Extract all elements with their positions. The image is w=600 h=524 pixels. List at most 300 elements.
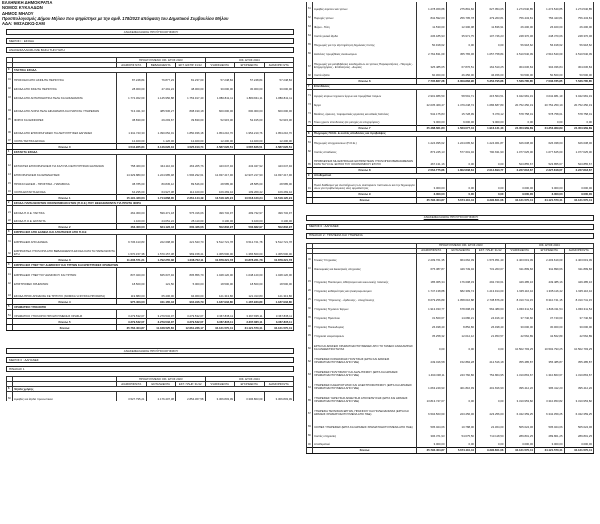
row-label: ΛΟΙΠΑ ΕΚΤΑΚΤΑ ΕΣΟΔΑ <box>13 186 117 195</box>
row-value: 0,00 <box>446 154 476 167</box>
row-value: 499.732,97 <box>264 206 294 215</box>
column-header: ΨΗΦΙΣΘΕΝΤΑ <box>205 382 235 387</box>
row-value: 2.762.831,09 <box>417 47 447 56</box>
table-row: 30 Υπηρεσίες Τεχνικών Έργων 1.913.033,77 678.608,33 562.489,60 1.846.311,54 1.846.311,54 1.846.311,54 <box>307 302 594 311</box>
table-row: 65 Πληρωμές για την εξυπηρέτηση δημόσιας πίστης 50.918,62 0,00 0,00 56.918,62 56.918,62 56.918,62 <box>307 38 594 47</box>
row-value: 1.596.292,61 <box>176 168 206 177</box>
column-header: ΔΙΑΜΟΡΦ Ν/ΤΑ <box>264 63 294 68</box>
row-value: 578.758,01 <box>564 107 594 116</box>
sum-row: Σύνολο 1 15.191.420,63 1.714.868,00 2.261.144,49 13.518.120,24 13.518.120,24 13.518.120,24 <box>7 195 294 201</box>
row-value: 2.403.619,09 <box>505 253 535 262</box>
row-label: Μελέτες, έρευνες, πειραματικές εργασίες και ειδικές δαπάνες <box>313 107 417 116</box>
table-row: 64 ΥΠΗΡΕΣΙΕΣ ΚΑΘΑΡΙΟΤΗΤΑΣ ΚΑΙ ΗΛΕΚΤΡΟΦΩΤΙΣΜΟΥ (ΕΡΓΑ ΚΑΙ ΔΡΑΣΕΙΣ ΧΡΗΜΑΤΟΔΟΤΟΥΜΕΝΑ ΑΠΟ ΠΔΕ) 1.663.249,93 401.816,99 401.816,99 395.412,20 395.412,20 395.412,20 <box>307 377 594 390</box>
row-label: Οικονομικές και Διοικητικές υπηρεσίες <box>313 262 417 271</box>
row-label: ΠΡΟΣΟΔΟΙ ΑΠΟ ΑΚΙΝΗΤΗ ΠΕΡΙΟΥΣΙΑ <box>13 73 117 82</box>
group-2023-header: ΠΡΟΗΓΟΥΜΕΝΟ ΟΙΚ. ΕΤΟΣ 2023 <box>417 243 506 248</box>
revenue-part: ΜΕΡΟΣ Ι : ΕΣΟΔΑ <box>6 38 294 44</box>
row-value: 9.000,00 <box>476 116 506 125</box>
row-value: 1.057.758,84 <box>476 47 506 56</box>
row-value: 911.899,66 <box>564 262 594 271</box>
row-value: 26.400,00 <box>564 20 594 29</box>
row-value: 30.000,00 <box>264 82 294 91</box>
row-value: 236.185,93 <box>417 29 447 38</box>
row-value: 6.342.359,25 <box>564 403 594 416</box>
row-value: 29.293,67 <box>146 113 176 122</box>
row-label: ΕΣΟΔΑ ΑΠΟ ΕΠΙΧΟΡΗΓΗΣΕΙΣ ΓΙΑ ΛΕΙΤΟΥΡΓΙΚΕΣ ΔΑΠΑΝΕΣ <box>13 122 117 135</box>
row-value: 0,00 <box>446 178 476 191</box>
row-label: ΦΟΡΟΙ ΚΑΙ ΕΙΣΦΟΡΕΣ <box>13 113 117 122</box>
row-value: 395.412,20 <box>505 377 535 390</box>
row-value: 1.747.138,88 <box>417 284 447 293</box>
table-row: 85 ΠΡΟΒΛΕΨΕΙΣ ΜΗ ΕΙΣΠΡΑΞΗΣ ΕΙΣΠΡΑΚΤΕΩΝ ΥΠΟΛΟΙΠΩΝ ΒΕΒΑΙΩΜΕΝΩΝ ΚΑΤΑ ΤΑ Π.Ο.Ε. ΕΝΤΟΣ ΤΟΥ ΟΙΚΟΝΟΜΙΚΟΥ ΕΤΟΥΣ 467.131,16 0,00 0,00 523.855,67 523.855,67 523.855,67 <box>307 154 594 167</box>
row-label: Υπηρεσίες Πρασίνου <box>313 311 417 320</box>
row-value: 575.316,06 <box>176 206 206 215</box>
row-value: 31.500,67 <box>417 311 447 320</box>
row-value: 3.367.835,11 <box>264 310 294 319</box>
row-value: 2.510.540,09 <box>535 47 565 56</box>
row-value: 46.456,00 <box>476 69 506 78</box>
row-value: 1.274.540,85 <box>505 2 535 11</box>
row-value: 275.891,60 <box>446 2 476 11</box>
row-value: 395.412,20 <box>564 377 594 390</box>
column-header: ΕΓΚΡΙΘΕΝΤΑ <box>235 382 265 387</box>
row-value: 12.400,00 <box>117 135 147 144</box>
row-value: 449.485,16 <box>564 271 594 284</box>
group-2024-header: ΟΙΚ. ΕΤΟΣ 2024 <box>505 243 594 248</box>
row-value: 1.100,00 <box>117 215 147 224</box>
row-value: 12.400,00 <box>235 135 265 144</box>
row-label: ΕΠΙΧΟΡΗΓΗΣΕΙΣ ΚΑΙ ΕΠΕΝΔΥΣΕΙΣ <box>13 168 117 177</box>
table-row: 41 ΕΙΣΠΡΑΞΕΙΣ ΥΠΕΡ ΤΟΥ ΔΗΜΟΣΙΟΥ ΚΑΙ ΤΡΙΤΩΝ 837.020,00 845.637,92 805.856,79 1.048.120,00 1.048.120,00 1.048.120,00 <box>7 268 294 277</box>
row-value: 30.000,00 <box>535 320 565 329</box>
row-value: 355.485,87 <box>564 351 594 364</box>
row-value: 56.918,62 <box>535 38 565 47</box>
row-value: 57.248,84 <box>264 73 294 82</box>
sum-row: Σύνολα 35.762.404,87 11.168.525,60 12.661.236,17 34.121.570,41 34.121.570,41 34.121.570,41 <box>7 325 294 331</box>
row-value: 449.485,16 <box>505 271 535 284</box>
row-value: 1.935.116,42 <box>564 284 594 293</box>
row-value: 1.077.625,00 <box>564 145 594 154</box>
row-value: 523.855,67 <box>535 154 565 167</box>
row-label: Υπηρεσίες Πολιτισμού, Αθλητισμού και κοινωνικής πολιτικής <box>313 271 417 284</box>
expenses-subtitle: ΠΙΝΑΚΑΣ 1 <box>6 366 294 372</box>
table-row: 05 ΦΟΡΟΙ ΚΑΙ ΕΙΣΦΟΡΕΣ 38.830,00 29.293,67 39.830,00 52.915,00 52.915,00 52.915,00 <box>7 113 294 122</box>
group-2023-header: ΠΡΟΗΓΟΥΜΕΝΟ ΟΙΚ. ΕΤΟΣ 2023 <box>117 58 206 63</box>
row-value: 1.077.625,00 <box>535 145 565 154</box>
row-label: Λοιπά έξοδα <box>313 69 417 78</box>
row-value: 1.310.863,67 <box>505 364 535 377</box>
row-value: 562.489,60 <box>476 302 506 311</box>
row-value: 56.918,62 <box>505 38 535 47</box>
row-value: 1.954.210,76 <box>264 122 294 135</box>
right-column <box>302 0 598 454</box>
section-row: 4 ΕΙΣΠΡΑΞΕΙΣ ΥΠΕΡ ΤΟΥ ΔΗΜΟΣΙΟΥ ΚΑΙ ΤΡΙΤΩΝ ΚΑΙ ΕΠΙΣΤΡΟΦΕΣ ΧΡΗΜΑΤΩΝ <box>7 263 294 268</box>
row-value: 30.000,00 <box>564 320 594 329</box>
row-value: 449.749,02 <box>446 262 476 271</box>
row-label: Λοιπές υπηρεσίες <box>313 429 417 438</box>
row-value: 600.000,00 <box>235 100 265 113</box>
row-value: 12.937.217,90 <box>235 168 265 177</box>
row-value: 842.592,00 <box>417 11 447 20</box>
row-value: 3.042.981,19 <box>535 89 565 98</box>
row-value: 109.269,42 <box>205 186 235 195</box>
row-value: 1.570.157,38 <box>117 244 147 257</box>
group-2023-header: ΠΡΟΗΓΟΥΜΕΝΟ ΟΙΚ. ΕΤΟΣ 2023 <box>117 377 206 382</box>
row-value: 0,00 <box>476 438 506 447</box>
row-value: 9.512.721,78 <box>205 235 235 244</box>
row-value: 713.118,50 <box>476 429 506 438</box>
row-value: 5.000,00 <box>176 277 206 286</box>
row-value: 119.883,00 <box>117 286 147 299</box>
row-value: 18.500,00 <box>264 277 294 286</box>
header-line-2: ΝΟΜΟΣ ΚΥΚΛΑΔΩΝ <box>2 5 43 11</box>
row-value: 3.000,00 <box>564 438 594 447</box>
row-value: 3.310.953,82 <box>505 390 535 403</box>
row-value: 542.175,83 <box>417 107 447 116</box>
column-header: ΔΙΑΜΟΡΦ/Ν/ΤΑ <box>564 248 594 253</box>
row-value: 578.758,01 <box>535 107 565 116</box>
row-value: 505.024,06 <box>535 416 565 429</box>
ada-code: ΑΔΑ: 9ΘΣΑΩΚΩ-ΣΑΜ <box>2 21 45 26</box>
row-value: 505.024,06 <box>564 416 594 429</box>
sum-row: Σύνολο 8 2.564.775,86 1.802.838,64 2.014.693,77 2.227.818,67 2.227.818,67 2.227.818,67 <box>307 167 594 173</box>
row-value: 626.038,00 <box>564 136 594 145</box>
section-row: 6 Έξοδα χρήσης <box>7 387 294 392</box>
row-value: 50.918,62 <box>417 38 447 47</box>
row-value: 109.269,42 <box>264 186 294 195</box>
row-label: ΥΠΗΡΕΣΙΑ ΤΕΧΝΙΚΩΝ ΕΡΓΩΝ, ΠΡΑΣΙΝΟΥ ΚΑΙ ΠΟΛΕΟΔΟΜΙΑΣ (ΕΡΓΑ ΚΑΙ ΔΡΑΣΕΙΣ ΧΡΗΜΑΤΟΔΟΤΟΥΜΕΝΑ ΑΠΟ ΠΔΕ) <box>313 403 417 416</box>
row-label: Πληρωμές για την εξυπηρέτηση δημόσιας πίστης <box>313 38 417 47</box>
row-value: 1.224.061,87 <box>476 136 506 145</box>
row-label: ΥΠΗΡΕΣΙΕΣ ΚΟΙΝΩΝΙΚΗΣ ΠΟΛΙΤΙΚΗΣ (ΕΡΓΑ ΚΑΙ ΔΡΑΣΕΙΣ ΧΡΗΜΑΤΟΔΟΤΟΥΜΕΝΑ ΑΠΟ ΠΔΕ) <box>313 351 417 364</box>
row-value: 304.036,84 <box>564 56 594 69</box>
row-value: 443.047,92 <box>205 155 235 168</box>
row-value: 2.510.540,09 <box>564 47 594 56</box>
row-label: Τόκοι χρεών επενδύσεις (σε μετοχές σε επιχειρήσεις) <box>313 116 417 125</box>
row-value: 845.637,92 <box>146 268 176 277</box>
row-value: 0,00 <box>446 390 476 403</box>
row-value: 304.036,84 <box>505 56 535 69</box>
row-value: 8.679.256,89 <box>417 293 447 302</box>
row-value: 18.500,00 <box>117 277 147 286</box>
row-value: 3.367.835,11 <box>235 310 265 319</box>
expenses-table-2 <box>306 243 594 454</box>
row-value: 52.915,00 <box>264 113 294 122</box>
row-label: ΕΡΓΑ ΚΑΙ ΔΡΑΣΕΙΣ ΧΡΗΜΑΤΟΔΟΤΟΥΜΕΝΕΣ ΑΠΟ ΤΟ ΤΑΜΕΙΟ ΑΝΑΚΑΜΨΗΣ ΚΑΙ ΑΝΘΕΚΤΙΚΟΤΗΤΑΣ <box>313 338 417 351</box>
row-value: 1.048.120,00 <box>235 268 265 277</box>
row-label: ΕΣΟΔΑ ΑΠΟ ΚΙΝΗΤΗ ΠΕΡΙΟΥΣΙΑ <box>13 82 117 91</box>
row-value: 30.000,00 <box>205 82 235 91</box>
row-value: 12.300,08 <box>446 20 476 29</box>
table-row: 60 Αμοιβές και έξοδα προσωπικού 3.527.795,21 2.176.407,38 2.854.367,58 3.306.803,09 3.306.803,09 3.306.803,09 <box>7 392 294 401</box>
row-value: 443.047,92 <box>235 155 265 168</box>
section-row: 0 ΤΑΚΤΙΚΑ ΕΣΟΔΑ <box>7 68 294 73</box>
row-value: 499.732,97 <box>205 206 235 215</box>
row-value: 9.512.721,78 <box>264 235 294 244</box>
table-row: 22 ΕΣΟΔΑ Π.Ο.Ε. ΕΚΤΑΚΤΑ 1.100,00 24.651,24 25.110,00 3.100,00 3.100,00 3.100,00 <box>7 215 294 224</box>
table-row: 81 Πληρωμές υποχρεώσεων (Π.Ο.Ε.) 1.224.095,62 1.224.095,62 1.224.061,87 626.038,00 626.038,00 626.038,00 <box>307 136 594 145</box>
row-value: 3.000,00 <box>505 178 535 191</box>
row-label: ΠΡΟΣΑΥΞΗΣΕΙΣ - ΠΡΟΣΤΙΜΑ - ΠΑΡΑΒΟΛΑ <box>13 177 117 186</box>
expenses-box-title: ΑΝΑΚΕΦΑΛΑΙΩΣΗ ΠΡΟΫΠΟΛΟΓΙΣΜΟΥ <box>6 348 294 354</box>
sum-row: Σύνολο 3 11.306.571,21 1.792.255,38 1.008.702,11 10.878.221,78 10.878.221,78 10.878.221,78 <box>7 257 294 263</box>
row-value: 9.000,00 <box>417 116 447 125</box>
row-value: 0,00 <box>446 338 476 351</box>
row-value: 50.500,00 <box>535 69 565 78</box>
table-row: 00 Γενικές Υπηρεσίες 2.209.761,35 964.062,09 1.576.951,40 2.403.619,09 2.403.619,09 2.403.619,09 <box>307 253 594 262</box>
row-label: Ποσά διαθέσιμα για αναπλήρωση των ανεπαρκών πιστώσεων και την δημιουργία νέων για προβλεπόμενες νέες αρμοδιότητες <box>313 178 417 191</box>
row-value: 42.562,89 <box>564 329 594 338</box>
row-label: ΧΡΗΜΑΤΙΚΟ ΥΠΟΛΟΙΠΟ ΠΡΟΗΓΟΥΜΕΝΗΣ ΧΡΗΣΗΣ <box>13 310 117 319</box>
row-label: Υπηρεσίες Πολεοδομίας <box>313 320 417 329</box>
row-value: 1.224.985,48 <box>146 168 176 177</box>
row-value: 344.110,02 <box>146 155 176 168</box>
table-row: 45 Υπηρεσία νεκροταφείων 35.258,32 12.012,12 21.953,57 42.562,89 42.562,89 42.562,89 <box>307 329 594 338</box>
document-title: Προϋπολογισμός Δήμου Μήλου που ψηφίστηκε με την αριθ. 178/2023 απόφαση του Δημοτικού Συμβουλίου Μήλου <box>2 15 229 21</box>
table-row: 63 ΥΠΗΡΕΣΙΕΣ ΠΟΛΙΤΙΣΜΟΥ ΚΑΙ ΑΘΛΗΤΙΣΜΟΥ (ΕΡΓΑ ΚΑΙ ΔΡΑΣΕΙΣ ΧΡΗΜΑΤΟΔΟΤΟΥΜΕΝΑ ΑΠΟ ΠΔΕ) 1.490.338,11 243.760,80 752.864,95 1.310.863,67 1.310.863,67 1.310.863,67 <box>307 364 594 377</box>
row-value: 675.387,87 <box>417 262 447 271</box>
row-value: 8.310.741,15 <box>564 293 594 302</box>
row-value: 12.937.217,90 <box>205 168 235 177</box>
row-value: 52.915,00 <box>205 113 235 122</box>
row-label: ΥΠΗΡΕΣΙΕΣ ΥΔΡΕΥΣΗΣ ΑΡΔΕΥΣΗΣ ΑΠΟΧΕΤΕΥΣΗΣ (ΕΡΓΑ ΚΑΙ ΔΡΑΣΕΙΣ ΧΡΗΜΑΤΟΔΟΤΟΥΜΕΝΑ ΑΠΟ ΠΔΕ) <box>313 390 417 403</box>
row-value: 1.913.033,77 <box>417 302 447 311</box>
row-value: 22.035.469,47 <box>417 98 447 107</box>
column-header: ΕΚΤ. ΠΛΗΡ. 31/12 <box>476 248 506 253</box>
row-value: 3.100,00 <box>264 215 294 224</box>
row-value: 0,00 <box>564 116 594 125</box>
row-value: 3.000,00 <box>417 178 447 191</box>
row-value: 24.651,24 <box>146 215 176 224</box>
row-value: 758.460,00 <box>117 155 147 168</box>
document-header <box>2 0 298 26</box>
row-value: 37.740,60 <box>505 311 535 320</box>
row-value: 42.562,89 <box>505 329 535 338</box>
row-label: Αμοιβές αιρετών και τρίτων <box>313 2 417 11</box>
table-row: 43 ΕΣΟΔΑ ΠΡΟΣ ΑΠΟΔΟΣΗ ΣΕ ΤΡΙΤΟΥΣ (ΝΟΜΙΚΑ Ή ΦΥΣΙΚΑ ΠΡΟΣΩΠΑ) 119.883,00 65.406,00 94.060,00 121.313,80 121.313,80 121.313,80 <box>7 286 294 299</box>
table-row: 71 Αγορές κτιρίων τεχνικών έργων και προμήθεια παγίων 2.901.986,50 58.591,71 215.564,51 3.042.981,19 3.042.981,19 3.042.981,19 <box>307 89 594 98</box>
table-row: 35 Υπηρεσίες Πρασίνου 31.500,67 14.080,21 24.916,13 37.740,60 37.740,60 37.740,60 <box>307 311 594 320</box>
row-label: Υπηρεσίες Ύδρευσης - άρδευσης - αποχέτευσης <box>313 293 417 302</box>
row-value: 0,00 <box>476 390 506 403</box>
table-row: 75 Τόκοι χρεών επενδύσεις (σε μετοχές σε επιχειρήσεις) 9.000,00 9.000,00 9.000,00 0,00 0,00 0,00 <box>307 116 594 125</box>
column-header: ΔΙΑΜΟΡΦ/Ν/ΤΑ <box>117 382 147 387</box>
row-value: 8.852,80 <box>446 320 476 329</box>
row-value: 731.263,07 <box>476 262 506 271</box>
section-row: 5 ΧΡΗΜΑΤΙΚΟ ΥΠΟΛΟΙΠΟ <box>7 305 294 310</box>
row-value: 325.485,05 <box>417 56 447 69</box>
row-value: 60.300,00 <box>417 69 447 78</box>
revenue-table <box>6 57 294 331</box>
row-value: 808.190,18 <box>176 100 206 113</box>
row-value: 1.686.687,80 <box>476 98 506 107</box>
sum-row: Σύνολο 4 975.403,00 911.165,42 904.916,79 1.187.933,80 1.187.933,80 1.187.933,80 <box>7 299 294 305</box>
row-value: 14.080,21 <box>446 311 476 320</box>
row-value: 2.403.619,09 <box>564 253 594 262</box>
row-value: 682.309,74 <box>446 284 476 293</box>
row-value: 0,00 <box>476 178 506 191</box>
row-label: ΥΠΗΡΕΣΙΕΣ ΠΟΛΙΤΙΣΜΟΥ ΚΑΙ ΑΘΛΗΤΙΣΜΟΥ (ΕΡΓΑ ΚΑΙ ΔΡΑΣΕΙΣ ΧΡΗΜΑΤΟΔΟΤΟΥΜΕΝΑ ΑΠΟ ΠΔΕ) <box>313 364 417 377</box>
column-header: ΕΝΤΑΛΘΕΝΤΑ <box>446 248 476 253</box>
row-value: 499.732,97 <box>235 206 265 215</box>
revenue-box-title: ΑΝΑΚΕΦΑΛΑΙΩΣΗ ΠΡΟΫΠΟΛΟΓΙΣΜΟΥ <box>6 29 294 35</box>
row-value: 12.400,00 <box>205 135 235 144</box>
row-value: 9.736.413,83 <box>117 235 147 244</box>
row-value: 50.500,00 <box>505 69 535 78</box>
row-value: 462.300,00 <box>117 206 147 215</box>
row-value: 626.038,00 <box>505 136 535 145</box>
sum-row: Σύνολο 6 7.735.867,28 3.009.883,96 5.352.795,86 7.536.785,85 7.536.785,85 7.536.785,85 <box>307 78 594 84</box>
row-value: 26.400,00 <box>505 20 535 29</box>
row-value: 109.269,42 <box>235 186 265 195</box>
row-value: 30.000,00 <box>235 82 265 91</box>
row-value: 0,00 <box>446 438 476 447</box>
expenses-table-1-continued <box>306 2 594 204</box>
row-label: ΕΙΣΠΡΑΚΤΕΑ ΥΠΟΛΟΙΠΑ ΑΠΟ ΒΕΒΑΙΩΘΕΝΤΑ ΕΣΟΔΑ ΚΑΤΑ ΤΑ ΠΑΡΕΛΘΟΝΤΑ ΕΤΗ <box>13 244 117 257</box>
row-value: 1.213.914,00 <box>476 284 506 293</box>
row-value: 1.490.338,11 <box>417 364 447 377</box>
column-header: ΕΝΤΑΛΘΕΝΤΑ <box>146 382 176 387</box>
table-row: 10 Οικονομικές και Διοικητικές υπηρεσίες 675.387,87 449.749,02 731.263,07 911.899,66 911.899,66 911.899,66 <box>307 262 594 271</box>
row-label: Δαπάνες προμήθειας αναλωσίμων <box>313 47 417 56</box>
row-value: 1.850.936,18 <box>176 122 206 135</box>
table-row: 32 ΕΙΣΠΡΑΚΤΕΑ ΥΠΟΛΟΙΠΑ ΑΠΟ ΒΕΒΑΙΩΘΕΝΤΑ ΕΣΟΔΑ ΚΑΤΑ ΤΑ ΠΑΡΕΛΘΟΝΤΑ ΕΤΗ 1.570.157,38 1.570.157,38 969.158,41 1.365.500,00 1.365.500,00 1.365.500,00 <box>7 244 294 257</box>
row-value: 2.209.761,35 <box>417 253 447 262</box>
row-value: 25.110,00 <box>176 215 206 224</box>
row-value: 3.000,00 <box>535 178 565 191</box>
table-row: 73 Έργα 22.035.469,47 1.479.248,74 1.686.687,80 20.752.250,19 20.752.250,19 20.752.250,19 <box>307 98 594 107</box>
row-value: 52.915,00 <box>235 113 265 122</box>
row-value: 223.256,00 <box>476 403 506 416</box>
table-row: 25 Υπηρεσίες Ύδρευσης - άρδευσης - αποχέτευσης 8.679.256,89 1.058.016,88 2.738.876,29 8.310.741,15 8.310.741,15 8.310.741,15 <box>307 293 594 302</box>
row-value: 2.403.619,09 <box>535 253 565 262</box>
row-value: 289.801,25 <box>564 429 594 438</box>
row-value: 1.954.210,76 <box>235 122 265 135</box>
table-row: 69 ΛΟΙΠΕΣ ΥΠΗΡΕΣΙΕΣ (ΕΡΓΑ ΚΑΙ ΔΡΑΣΕΙΣ ΧΡΗΜΑΤΟΔΟΤΟΥΜΕΝΑ ΑΠΟ ΠΔΕ) 505.024,06 10.788,00 22.364,00 505.024,06 505.024,06 505.024,06 <box>307 416 594 429</box>
row-value: 162.510,25 <box>476 56 506 69</box>
sum-row: Σύνολο 9 3.000,00 0,00 0,00 3.000,00 3.000,00 3.000,00 <box>307 191 594 197</box>
row-value: 463.205,76 <box>176 155 206 168</box>
row-label: ΛΟΙΠΕΣ ΥΠΗΡΕΣΙΕΣ (ΕΡΓΑ ΚΑΙ ΔΡΑΣΕΙΣ ΧΡΗΜΑΤΟΔΟΤΟΥΜΕΝΑ ΑΠΟ ΠΔΕ) <box>313 416 417 429</box>
row-value: 56.918,62 <box>564 38 594 47</box>
expenses-2-box-title: ΑΝΑΚΕΦΑΛΑΙΩΣΗ ΠΡΟΫΠΟΛΟΓΙΣΜΟΥ <box>306 215 594 221</box>
row-label: Παροχές τρίτων <box>313 11 417 20</box>
section-row: 7 Επενδύσεις <box>307 84 594 89</box>
row-value: 2.901.986,50 <box>417 89 447 98</box>
row-value: 243.760,80 <box>446 364 476 377</box>
row-value: 21.953,57 <box>476 329 506 338</box>
row-value: 0,00 <box>417 338 447 351</box>
header-line-1: ΕΛΛΗΝΙΚΗ ΔΗΜΟΚΡΑΤΙΑ <box>2 0 53 5</box>
row-value: 26.400,00 <box>535 20 565 29</box>
row-value: 3.367.835,11 <box>205 310 235 319</box>
row-value: 20.752.250,19 <box>505 98 535 107</box>
row-value: 3.000,00 <box>505 438 535 447</box>
row-value: 9.512.721,78 <box>235 235 265 244</box>
row-value: 292.740,61 <box>476 271 506 284</box>
row-label: ΕΚΤΑΚΤΕΣ ΕΠΙΧΟΡΗΓΗΣΕΙΣ ΓΙΑ ΚΑΛΥΨΗ ΛΕΙΤΟΥΡΓΙΚΩΝ ΔΑΠΑΝΩΝ <box>13 155 117 168</box>
row-value: 1.390.052,01 <box>146 122 176 135</box>
left-column <box>2 0 298 401</box>
column-header: ΕΓΚΡΙΘΕΝΤΑ <box>535 248 565 253</box>
row-label: ΕΣΟΔΑ Π.Ο.Ε. ΤΑΚΤΙΚΑ <box>13 206 117 215</box>
row-value: 10.502.793,25 <box>535 338 565 351</box>
row-value: 1.880.841,11 <box>264 91 294 100</box>
row-value: 1.365.500,00 <box>205 244 235 257</box>
table-row: 15 Υπηρεσίες Πολιτισμού, Αθλητισμού και κοινωνικής πολιτικής 185.065,34 176.008,33 292.740,61 449.485,16 449.485,16 449.485,16 <box>307 271 594 284</box>
table-row: 91 Ποσά διαθέσιμα για αναπλήρωση των ανεπαρκών πιστώσεων και την δημιουργία νέων για προβλεπόμενες νέες αρμοδιότητες 3.000,00 0,00 0,00 3.000,00 3.000,00 3.000,00 <box>307 178 594 191</box>
column-header: ΒΕΒΑΙΩΘΕΝΤΑ <box>146 63 176 68</box>
row-value: 1.048.120,00 <box>205 268 235 277</box>
row-value: 523.855,67 <box>564 154 594 167</box>
table-row: 67 ΥΠΗΡΕΣΙΑ ΤΕΧΝΙΚΩΝ ΕΡΓΩΝ, ΠΡΑΣΙΝΟΥ ΚΑΙ ΠΟΛΕΟΔΟΜΙΑΣ (ΕΡΓΑ ΚΑΙ ΔΡΑΣΕΙΣ ΧΡΗΜΑΤΟΔΟΤΟΥΜΕΝΑ ΑΠΟ ΠΔΕ) 6.504.563,60 223.256,00 223.256,00 6.342.359,25 6.342.359,25 6.342.359,25 <box>307 403 594 416</box>
row-value: 121,50 <box>146 277 176 286</box>
row-value: 12.400,00 <box>176 135 206 144</box>
table-row: 01 ΠΡΟΣΟΔΟΙ ΑΠΟ ΑΚΙΝΗΤΗ ΠΕΡΙΟΥΣΙΑ 87.248,84 76.877,23 81.237,00 57.248,84 57.248,84 57.248,84 <box>7 73 294 82</box>
row-value: 20.752.250,19 <box>535 98 565 107</box>
table-row: 20 Υπηρεσίες καθαριότητας και ηλεκτροφωτισμού 1.747.138,88 682.309,74 1.213.914,00 1.935.116,42 1.935.116,42 1.935.116,42 <box>307 284 594 293</box>
section-row: 9 Αποθεματικό <box>307 173 594 178</box>
row-value: 969.158,41 <box>176 244 206 257</box>
row-value: 54.675,50 <box>446 429 476 438</box>
row-value: 2.510.540,09 <box>505 47 535 56</box>
row-value: 80.845,12 <box>146 177 176 186</box>
row-value: 8.310.741,15 <box>535 293 565 302</box>
row-value: 12.400,00 <box>264 135 294 144</box>
row-value: 479.263,81 <box>476 11 506 20</box>
row-label: Λοιπές αποδόσεις <box>313 145 417 154</box>
row-value: 112.100,00 <box>176 186 206 195</box>
row-value: 3.279.532,07 <box>176 310 206 319</box>
row-value: 1.310.863,67 <box>535 364 565 377</box>
row-value: 81.237,00 <box>176 73 206 82</box>
row-value: 3.310.953,82 <box>535 390 565 403</box>
table-row: 12 ΕΚΤΑΚΤΕΣ ΕΠΙΧΟΡΗΓΗΣΕΙΣ ΓΙΑ ΚΑΛΥΨΗ ΛΕΙΤΟΥΡΓΙΚΩΝ ΔΑΠΑΝΩΝ 758.460,00 344.110,02 463.205,76 443.047,92 443.047,92 443.047,92 <box>7 155 294 168</box>
row-value: 805.856,79 <box>176 268 206 277</box>
row-value: 6.342.359,25 <box>535 403 565 416</box>
row-value: 1.846.311,54 <box>564 302 594 311</box>
row-label: ΕΣΟΔΑ ΑΠΟ ΑΝΤΑΠΟΔΟΤΙΚΑ ΤΕΛΗ ΚΑΙ ΔΙΚΑΙΩΜΑΤΑ <box>13 91 117 100</box>
section-row: 1 ΕΚΤΑΚΤΑ ΕΣΟΔΑ <box>7 150 294 155</box>
row-label: ΕΠΙΣΤΡΟΦΕΣ ΧΡΗΜΑΤΩΝ <box>13 277 117 286</box>
row-value: 713.341,33 <box>117 100 147 113</box>
row-label: Αγορές κτιρίων τεχνικών έργων και προμήθεια παγίων <box>313 89 417 98</box>
row-value: 756.443,81 <box>535 11 565 20</box>
sum-row: Σύνολα 35.792.404,87 5.674.110,44 9.290.601,06 34.121.570,41 34.121.570,41 34.121.570,41 <box>307 447 594 453</box>
row-value: 11.836,91 <box>476 20 506 29</box>
row-value: 1.224.095,62 <box>417 136 447 145</box>
row-value: 577.601,02 <box>446 145 476 154</box>
column-header: ΕΚΤ. ΕΙΣΠΡ. 31/12 <box>176 63 206 68</box>
row-value: 505.024,06 <box>505 416 535 429</box>
table-row: 21 ΕΣΟΔΑ Π.Ο.Ε. ΤΑΚΤΙΚΑ 462.300,00 599.471,18 575.316,06 499.732,97 499.732,97 499.732,97 <box>7 206 294 215</box>
row-value: 15.728,99 <box>446 107 476 116</box>
row-value: 65.406,00 <box>146 286 176 299</box>
row-value: 1.278.369,88 <box>417 2 447 11</box>
row-value: 964.062,09 <box>446 253 476 262</box>
row-value: 38.785,00 <box>117 177 147 186</box>
table-row: 67 Πληρωμές για μεταβιβάσεις εισοδημάτων σε τρίτους Παρακρατήσεις - Παροχές - Επιχορηγήσεις - Επιδοτήσεις - Δωρεές 325.485,05 67.876,51 162.510,25 304.036,84 304.036,84 304.036,84 <box>307 56 594 69</box>
row-value: 790.631,90 <box>476 145 506 154</box>
row-value: 289.801,25 <box>505 429 535 438</box>
row-value: 28.585,00 <box>264 177 294 186</box>
row-value: 1.365.500,00 <box>264 244 294 257</box>
row-value: 10.502.793,25 <box>505 338 535 351</box>
table-row: 03 ΕΣΟΔΑ ΑΠΟ ΑΝΤΑΠΟΔΟΤΙΚΑ ΤΕΛΗ ΚΑΙ ΔΙΚΑΙΩΜΑΤΑ 1.772.302,69 1.145.950,88 1.753.917,40 1.880.841,11 1.880.841,11 1.880.841,11 <box>7 91 294 100</box>
table-row: 62 Παροχές τρίτων 842.592,00 256.795,78 479.263,81 756.443,81 756.443,81 756.443,81 <box>307 11 594 20</box>
row-value: 185.065,34 <box>417 271 447 284</box>
row-value: 1.753.917,40 <box>176 91 206 100</box>
